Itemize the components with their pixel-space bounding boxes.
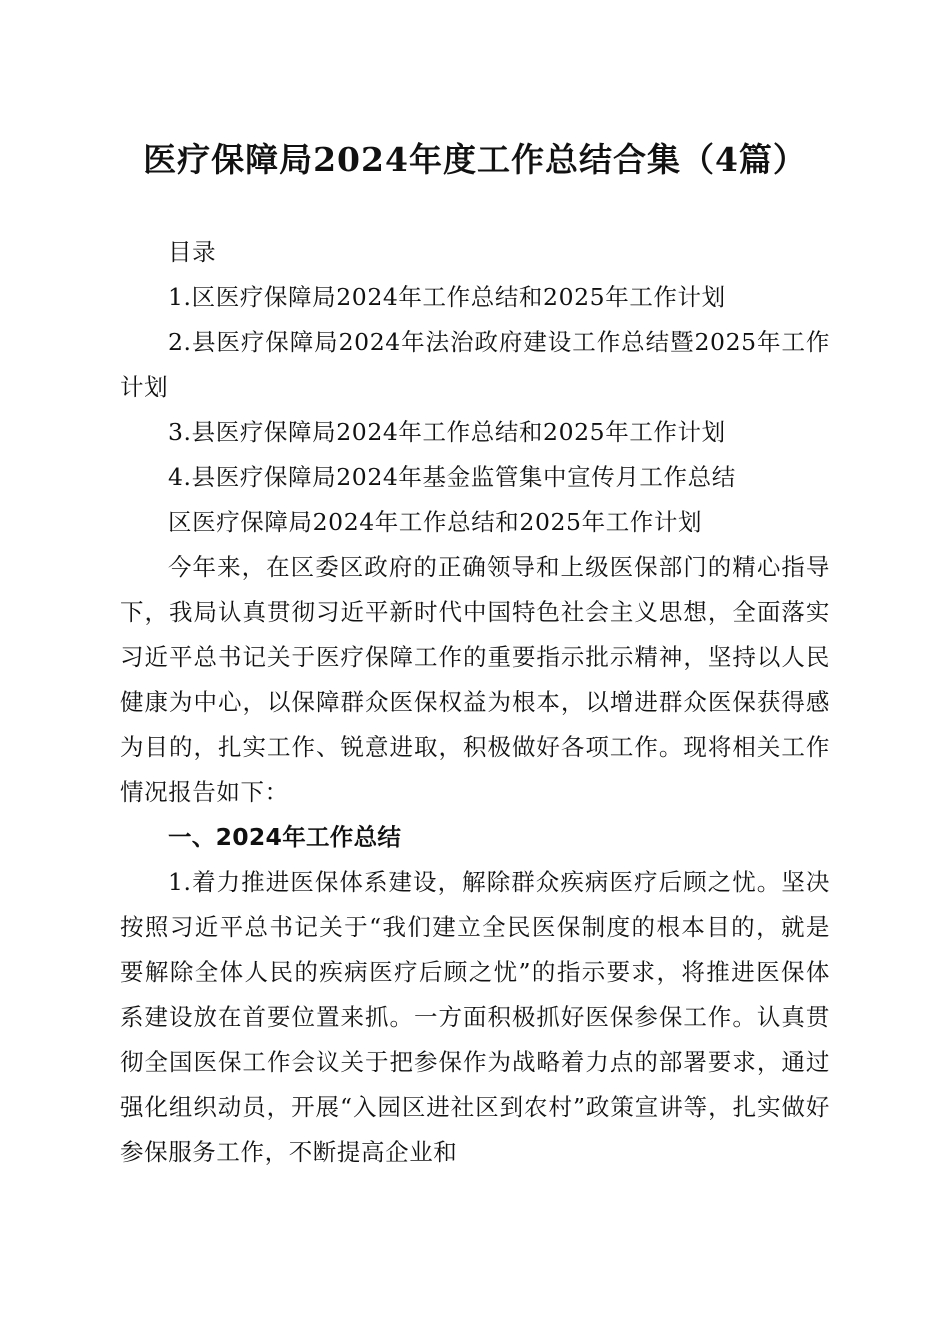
intro-paragraph: 今年来，在区委区政府的正确领导和上级医保部门的精心指导下，我局认真贯彻习近平新时代中国特色社会主义思想，全面落实习近平总书记关于医疗保障工作的重要指示批示精神，坚持以人民健康为中心，以保障群众医保权益为根本，以增进群众医保获得感为目的，扎实工作、锐意进取，积极做好各项工作。现将相关工作情况报告如下： <box>120 553 830 806</box>
section-heading: 一、2024年工作总结 <box>168 823 402 851</box>
document-body <box>120 230 830 1175</box>
document-title: 医疗保障局2024年度工作总结合集（4篇） <box>143 140 807 179</box>
toc-label: 目录 <box>168 238 217 266</box>
toc-item: 1.区医疗保障局2024年工作总结和2025年工作计划 <box>168 283 726 311</box>
toc-item: 3.县医疗保障局2024年工作总结和2025年工作计划 <box>168 418 726 446</box>
toc-item: 4.县医疗保障局2024年基金监管集中宣传月工作总结 <box>168 463 736 491</box>
section-paragraph: 1.着力推进医保体系建设，解除群众疾病医疗后顾之忧。坚决按照习近平总书记关于“我们建立全民医保制度的根本目的，就是要解除全体人民的疾病医疗后顾之忧”的指示要求，将推进医保体系建设放在首要位置来抓。一方面积极抓好医保参保工作。认真贯彻全国医保工作会议关于把参保作为战略着力点的部署要求，通过强化组织动员，开展“入园区进社区到农村”政策宣讲等，扎实做好参保服务工作，不断提高企业和 <box>120 868 830 1166</box>
article-title: 区医疗保障局2024年工作总结和2025年工作计划 <box>168 508 703 536</box>
toc-item: 2.县医疗保障局2024年法治政府建设工作总结暨2025年工作计划 <box>120 328 830 401</box>
